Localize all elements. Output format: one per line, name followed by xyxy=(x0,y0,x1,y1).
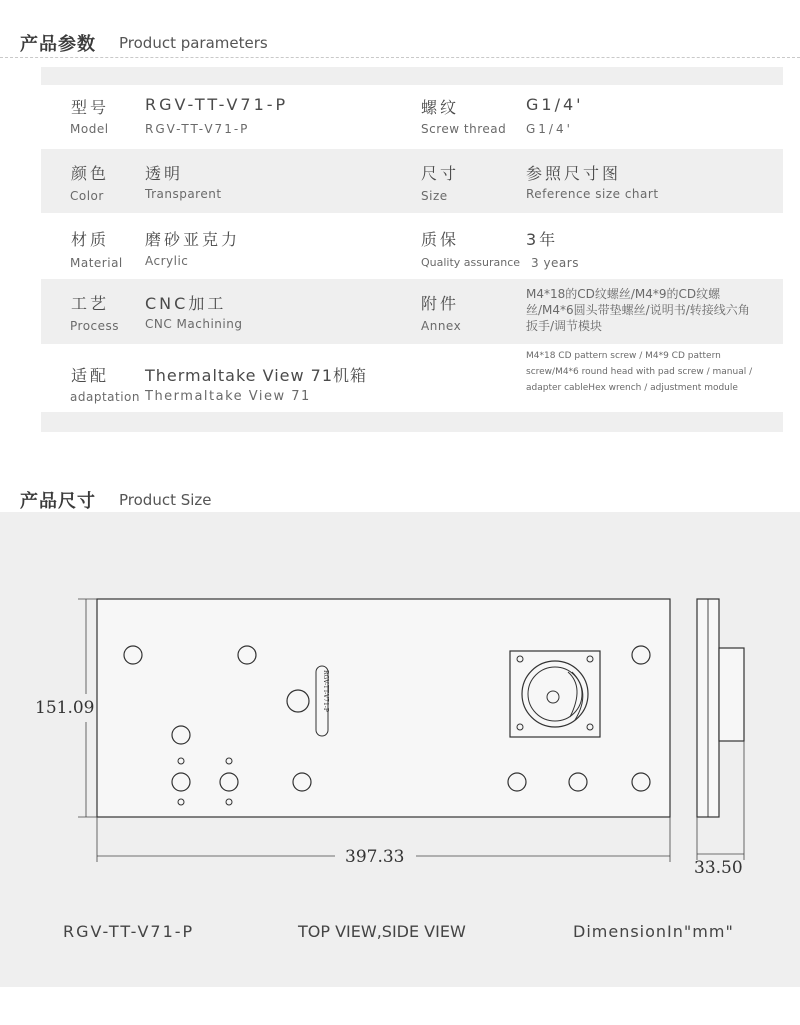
param-row-material xyxy=(41,213,783,279)
label-screw-en: Screw thread xyxy=(421,122,507,136)
value-material-en: Acrylic xyxy=(145,254,189,268)
label-color-cn: 颜色 xyxy=(71,164,110,183)
logo-slot-label: RGV-TT-V71-P xyxy=(322,670,329,712)
param-row-adaptation xyxy=(41,344,783,412)
section-title-cn: 产品参数 xyxy=(20,34,96,55)
dim-height-text: 151.09 xyxy=(35,698,95,718)
label-adaptation-cn: 适配 xyxy=(71,366,110,385)
label-process-en: Process xyxy=(70,319,120,333)
label-material-en: Material xyxy=(70,256,123,270)
parameter-table xyxy=(41,67,783,432)
value-material-cn: 磨砂亚克力 xyxy=(145,230,241,249)
value-adaptation-en: Thermaltake View 71 xyxy=(145,389,311,404)
dim-depth-text: 33.50 xyxy=(694,858,743,878)
label-color-en: Color xyxy=(70,189,104,203)
value-model-en: RGV-TT-V71-P xyxy=(145,122,250,136)
label-model-cn: 型号 xyxy=(71,98,110,117)
value-screw-cn: G1/4' xyxy=(526,95,584,114)
label-size-cn: 尺寸 xyxy=(421,164,460,183)
value-size-en: Reference size chart xyxy=(526,187,659,201)
label-warranty-cn: 质保 xyxy=(421,230,460,249)
value-adaptation-cn: Thermaltake View 71机箱 xyxy=(145,366,368,385)
label-model-en: Model xyxy=(70,122,109,136)
pump-bracket xyxy=(510,651,600,737)
value-annex-cn: M4*18的CD纹螺丝/M4*9的CD纹螺丝/M4*6圆头带垫螺丝/说明书/转接线六角扳手/调节模块 xyxy=(526,287,750,333)
value-annex-en: M4*18 CD pattern screw / M4*9 CD pattern screw/M4*6 round head with pad screw / manual / adapter cableHex wrench / adjustment module xyxy=(526,351,753,393)
label-screw-cn: 螺纹 xyxy=(421,98,460,117)
param-row-process xyxy=(41,279,783,344)
dimension-drawing xyxy=(0,512,800,987)
table-top-band xyxy=(41,67,783,85)
value-size-cn: 参照尺寸图 xyxy=(526,164,622,183)
value-color-cn: 透明 xyxy=(145,164,184,183)
caption-view: TOP VIEW,SIDE VIEW xyxy=(298,922,466,941)
section-header-size xyxy=(0,485,800,515)
value-warranty-en: 3 years xyxy=(531,256,579,270)
section-divider xyxy=(0,57,800,58)
value-warranty-cn: 3年 xyxy=(526,230,559,249)
label-warranty-en: Quality assurance xyxy=(421,256,521,269)
label-size-en: Size xyxy=(421,189,448,203)
param-row-color xyxy=(41,149,783,213)
value-model-cn: RGV-TT-V71-P xyxy=(145,95,289,114)
label-adaptation-en: adaptation xyxy=(70,390,140,404)
section-title-en: Product parameters xyxy=(119,34,268,52)
table-bottom-band xyxy=(41,412,783,432)
label-annex-en: Annex xyxy=(421,319,462,333)
caption-model: RGV-TT-V71-P xyxy=(63,922,195,941)
value-process-en: CNC Machining xyxy=(145,317,243,331)
section-header-params xyxy=(0,28,800,58)
caption-unit: DimensionIn"mm" xyxy=(573,922,734,941)
value-color-en: Transparent xyxy=(145,187,222,201)
param-row-model xyxy=(41,85,783,149)
section-title-cn: 产品尺寸 xyxy=(20,491,96,512)
dimension-drawing-area xyxy=(0,512,800,987)
dim-width-text: 397.33 xyxy=(345,847,405,867)
value-process-cn: CNC加工 xyxy=(145,294,227,313)
label-material-cn: 材质 xyxy=(71,230,110,249)
label-annex-cn: 附件 xyxy=(421,294,460,313)
side-view-pump xyxy=(719,648,744,741)
value-screw-en: G1/4' xyxy=(526,122,573,136)
section-title-en: Product Size xyxy=(119,491,212,509)
label-process-cn: 工艺 xyxy=(71,294,110,313)
